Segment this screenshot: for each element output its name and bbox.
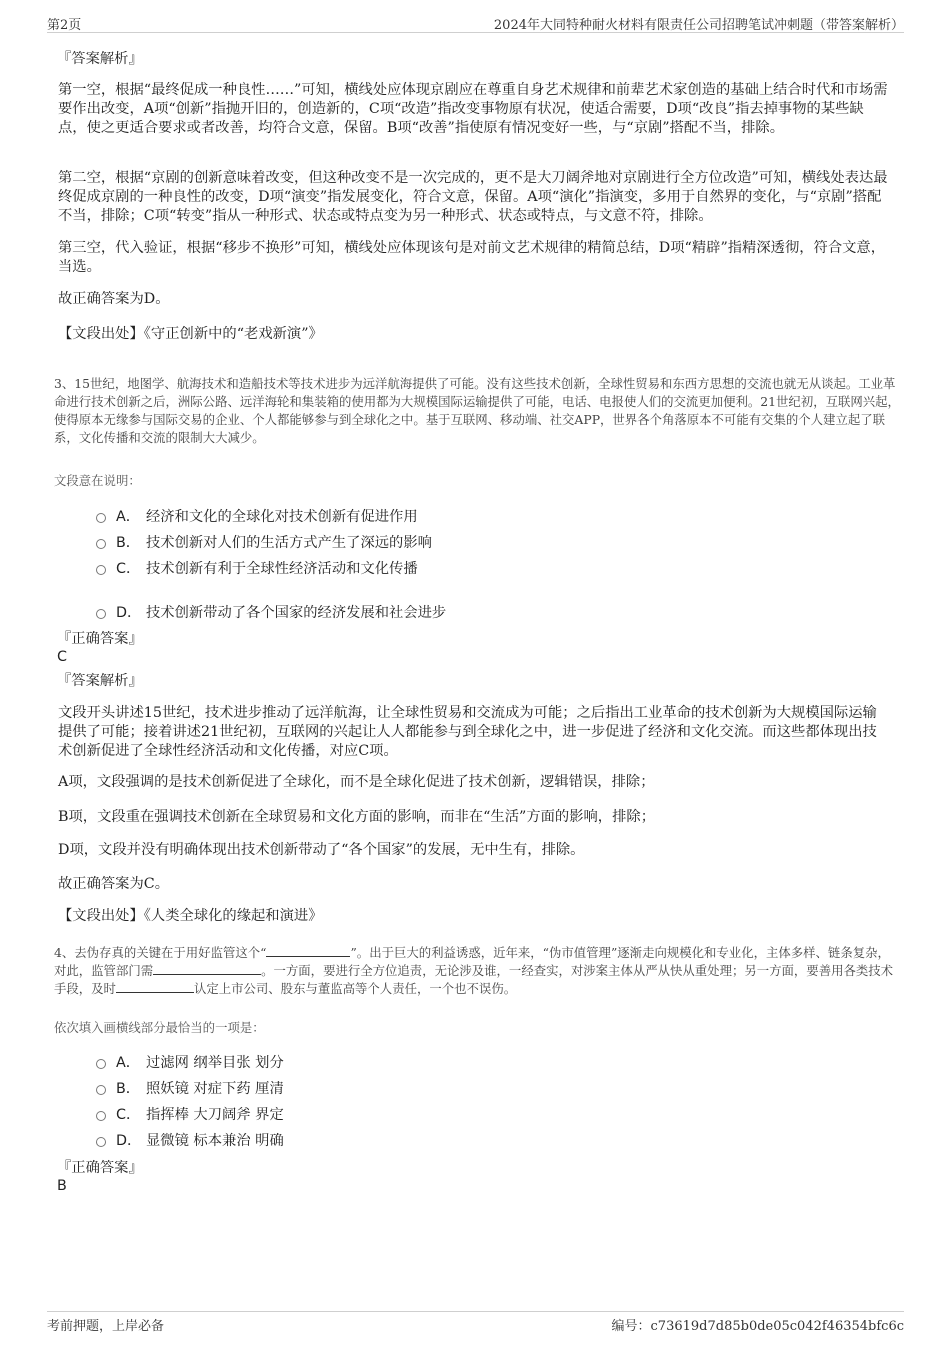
q2-analysis-label: 『答案解析』 [57,51,143,67]
q3-source: 【文段出处】《人类全球化的缘起和演进》 [58,908,323,924]
q4-option-a[interactable] [96,1052,284,1072]
q3-option-b[interactable] [96,532,432,552]
option-key: B． [116,1081,141,1097]
q3-analysis-label: 『答案解析』 [57,673,143,689]
document-title: 2024年大同特种耐火材料有限责任公司招聘笔试冲刺题（带答案解析） [493,18,904,33]
option-key: A． [116,1055,141,1071]
q3-analysis-option-a: A项，文段强调的是技术创新促进了全球化，而不是全球化促进了技术创新，逻辑错误，排除； [58,774,655,790]
q3-option-c[interactable] [96,558,418,578]
q4-stem-part-1: 4、去伪存真的关键在于用好监管这个“ [54,945,267,960]
radio-icon[interactable] [96,1059,106,1069]
option-key: B． [116,535,141,551]
option-text: 照妖镜 对症下药 厘清 [146,1081,284,1097]
document-id: 编号：c73619d7d85b0de05c042f46354bfc6c [611,1319,904,1334]
radio-icon[interactable] [96,1111,106,1121]
option-text: 技术创新对人们的生活方式产生了深远的影响 [146,535,432,551]
q4-blank-3 [116,980,194,993]
footer-divider [47,1311,904,1312]
option-text: 指挥棒 大刀阔斧 界定 [146,1107,284,1123]
q4-blank-2 [153,962,261,975]
q3-option-a[interactable] [96,506,418,526]
option-key: C． [116,1107,141,1123]
q2-analysis-para-2: 第二空，根据“京剧的创新意味着改变，但这种改变不是一次完成的，更不是大刀阔斧地对京剧进行全方位改造”可知，横线处表达最终促成京剧的一种良性的改变，D项“演变”指发展变化，符合文意，保留。A项“演化”指演变，多用于自然界的变化，与“京剧”搭配不当，排除；C项“转变”指从一种形式、状态或特点变为另一种形式、状态或特点，与文意不符，排除。 [58,170,888,224]
header-divider [47,32,904,33]
option-text: 过滤网 纲举目张 划分 [146,1055,284,1071]
q2-analysis-para-3: 第三空，代入验证，根据“移步不换形”可知，横线处应体现该句是对前文艺术规律的精简总结，D项“精辟”指精深透彻，符合文意，当选。 [58,240,886,275]
q3-analysis-para-1: 文段开头讲述15世纪，技术进步推动了远洋航海，让全球性贸易和交流成为可能；之后指出工业革命的技术创新为大规模国际运输提供了可能；接着讲述21世纪初，互联网的兴起让人人都能参与到全球化之中，进一步促进了经济和文化交流。而这些都体现出技术创新促进了全球性经济活动和文化传播，对应C项。 [58,705,877,759]
q4-stem-part-3: 。一方面，要进行全方位追责，无论涉及谁，一经查实，对涉案主体从严从快从重处理；另一方面，要善用各类技术手段，及时 [54,963,894,996]
q4-option-d[interactable] [96,1130,284,1150]
option-key: D． [116,605,142,621]
radio-icon[interactable] [96,565,106,575]
q4-stem-part-2: ”。出于巨大的利益诱惑，近年来，“伪市值管理”逐渐走向规模化和专业化，主体多样、链条复杂，对此，监管部门需 [54,945,890,978]
option-text: 技术创新有利于全球性经济活动和文化传播 [146,561,418,577]
option-key: A． [116,509,141,525]
q3-analysis-option-d: D项，文段并没有明确体现出技术创新带动了“各个国家”的发展，无中生有，排除。 [58,842,585,858]
q3-option-d[interactable] [96,602,446,622]
q4-answer: B [57,1178,67,1194]
q3-answer-label: 『正确答案』 [57,631,143,647]
q2-analysis-para-1: 第一空，根据“最终促成一种良性……”可知，横线处应体现京剧应在尊重自身艺术规律和前辈艺术家创造的基础上结合时代和市场需要作出改变，A项“创新”指抛开旧的，创造新的，C项“改造”指改变事物原有状况，使适合需要，D项“改良”指去掉事物的某些缺点，使之更适合要求或者改善，均符合文意，保留。B项“改善”指使原有情况变好一些，与“京剧”搭配不当，排除。 [58,82,888,136]
q3-prompt: 文段意在说明： [54,473,141,488]
q4-prompt: 依次填入画横线部分最恰当的一项是： [54,1020,265,1035]
option-text: 显微镜 标本兼治 明确 [146,1133,284,1149]
radio-icon[interactable] [96,1085,106,1095]
q2-source: 【文段出处】《守正创新中的“老戏新演”》 [58,326,323,342]
page-number: 第2页 [47,18,82,33]
radio-icon[interactable] [96,1137,106,1147]
q4-stem [54,944,900,998]
q2-conclusion: 故正确答案为D。 [58,291,170,307]
q4-option-c[interactable] [96,1104,284,1124]
option-key: D． [116,1133,142,1149]
q4-answer-label: 『正确答案』 [57,1160,143,1176]
footer-slogan: 考前押题，上岸必备 [47,1319,165,1334]
radio-icon[interactable] [96,539,106,549]
option-key: C． [116,561,141,577]
option-text: 技术创新带动了各个国家的经济发展和社会进步 [146,605,447,621]
q4-option-b[interactable] [96,1078,284,1098]
q3-stem: 3、15世纪，地图学、航海技术和造船技术等技术进步为远洋航海提供了可能。没有这些技术创新，全球性贸易和东西方思想的交流也就无从谈起。工业革命进行技术创新之后，洲际公路、远洋海轮和集装箱的使用都为大规模国际运输提供了可能，电话、电报使人们的交流更加便利。21世纪初，互联网兴起，使得原本无缘参与国际交易的企业、个人都能够参与到全球化之中。基于互联网、移动端、社交APP，世界各个角落原本不可能有交集的个人建立起了联系，文化传播和交流的限制大大减少。 [54,376,900,445]
q3-answer: C [57,649,67,665]
radio-icon[interactable] [96,513,106,523]
radio-icon[interactable] [96,609,106,619]
q3-analysis-option-b: B项，文段重在强调技术创新在全球贸易和文化方面的影响，而非在“生活”方面的影响，排除； [58,809,655,825]
q3-conclusion: 故正确答案为C。 [58,876,170,892]
option-text: 经济和文化的全球化对技术创新有促进作用 [146,509,418,525]
q4-blank-1 [266,944,350,957]
q4-stem-part-4: 认定上市公司、股东与董监高等个人责任，一个也不误伤。 [193,981,517,996]
